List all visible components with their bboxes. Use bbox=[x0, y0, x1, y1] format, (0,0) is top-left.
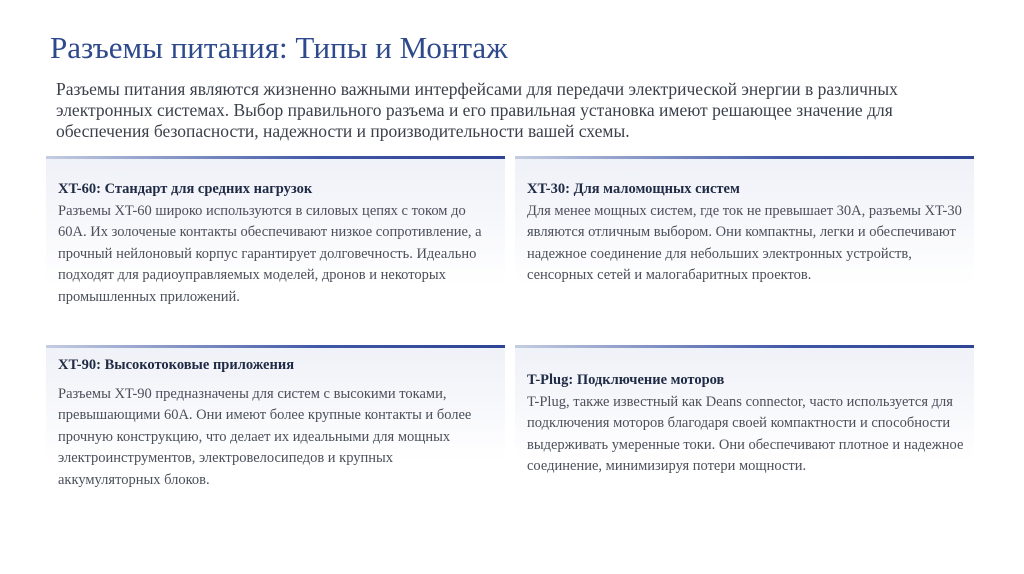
card-heading: T-Plug: Подключение моторов bbox=[527, 372, 725, 388]
card-body: Разъемы XT-90 предназначены для систем с высокими токами, превышающими 60А. Они имеют более крупные контакты и более прочную конструкцию, что делает их идеальными для мощных электроинструментов, электровелосипедов и крупных аккумуляторных блоков. bbox=[58, 385, 472, 488]
card-xt90 bbox=[46, 345, 505, 500]
card-heading: XT-90: Высокотоковые приложения bbox=[58, 357, 295, 373]
card-content bbox=[527, 370, 964, 478]
card-xt30 bbox=[515, 156, 974, 328]
card-body: Разъемы XT-60 широко используются в силовых цепях с током до 60А. Их золоченые контакты обеспечивают низкое сопротивление, а прочный нейлоновый корпус гарантирует долговечность. Идеально подходят для радиоуправляемых моделей, дронов и некоторых промышленных приложений. bbox=[58, 202, 482, 305]
card-xt60 bbox=[46, 156, 505, 328]
card-body: T-Plug, также известный как Deans connector, часто используется для подключения моторов благодаря своей компактности и способности выдерживать умеренные токи. Они обеспечивают плотное и надежное соединение, минимизируя потери мощности. bbox=[527, 393, 964, 474]
card-accent-bar bbox=[515, 345, 974, 348]
card-content bbox=[58, 355, 495, 491]
card-heading: XT-30: Для маломощных систем bbox=[527, 181, 740, 197]
card-heading: XT-60: Стандарт для средних нагрузок bbox=[58, 181, 313, 197]
card-content bbox=[58, 179, 495, 308]
card-accent-bar bbox=[46, 345, 505, 348]
intro-paragraph: Разъемы питания являются жизненно важными интерфейсами для передачи электрической энергии в различных электронных системах. Выбор правильного разъема и его правильная установка имеют решающее значение для обеспечения безопасности, надежности и производительности вашей схемы. bbox=[56, 79, 898, 141]
card-accent-bar bbox=[46, 156, 505, 159]
card-tplug bbox=[515, 345, 974, 500]
card-content bbox=[527, 179, 964, 287]
card-accent-bar bbox=[515, 156, 974, 159]
card-body: Для менее мощных систем, где ток не превышает 30А, разъемы XT-30 являются отличным выбором. Они компактны, легки и обеспечивают надежное соединение для небольших электронных устройств, сенсорных сетей и малогабаритных проектов. bbox=[527, 202, 962, 283]
page-title: Разъемы питания: Типы и Монтаж bbox=[50, 30, 508, 65]
